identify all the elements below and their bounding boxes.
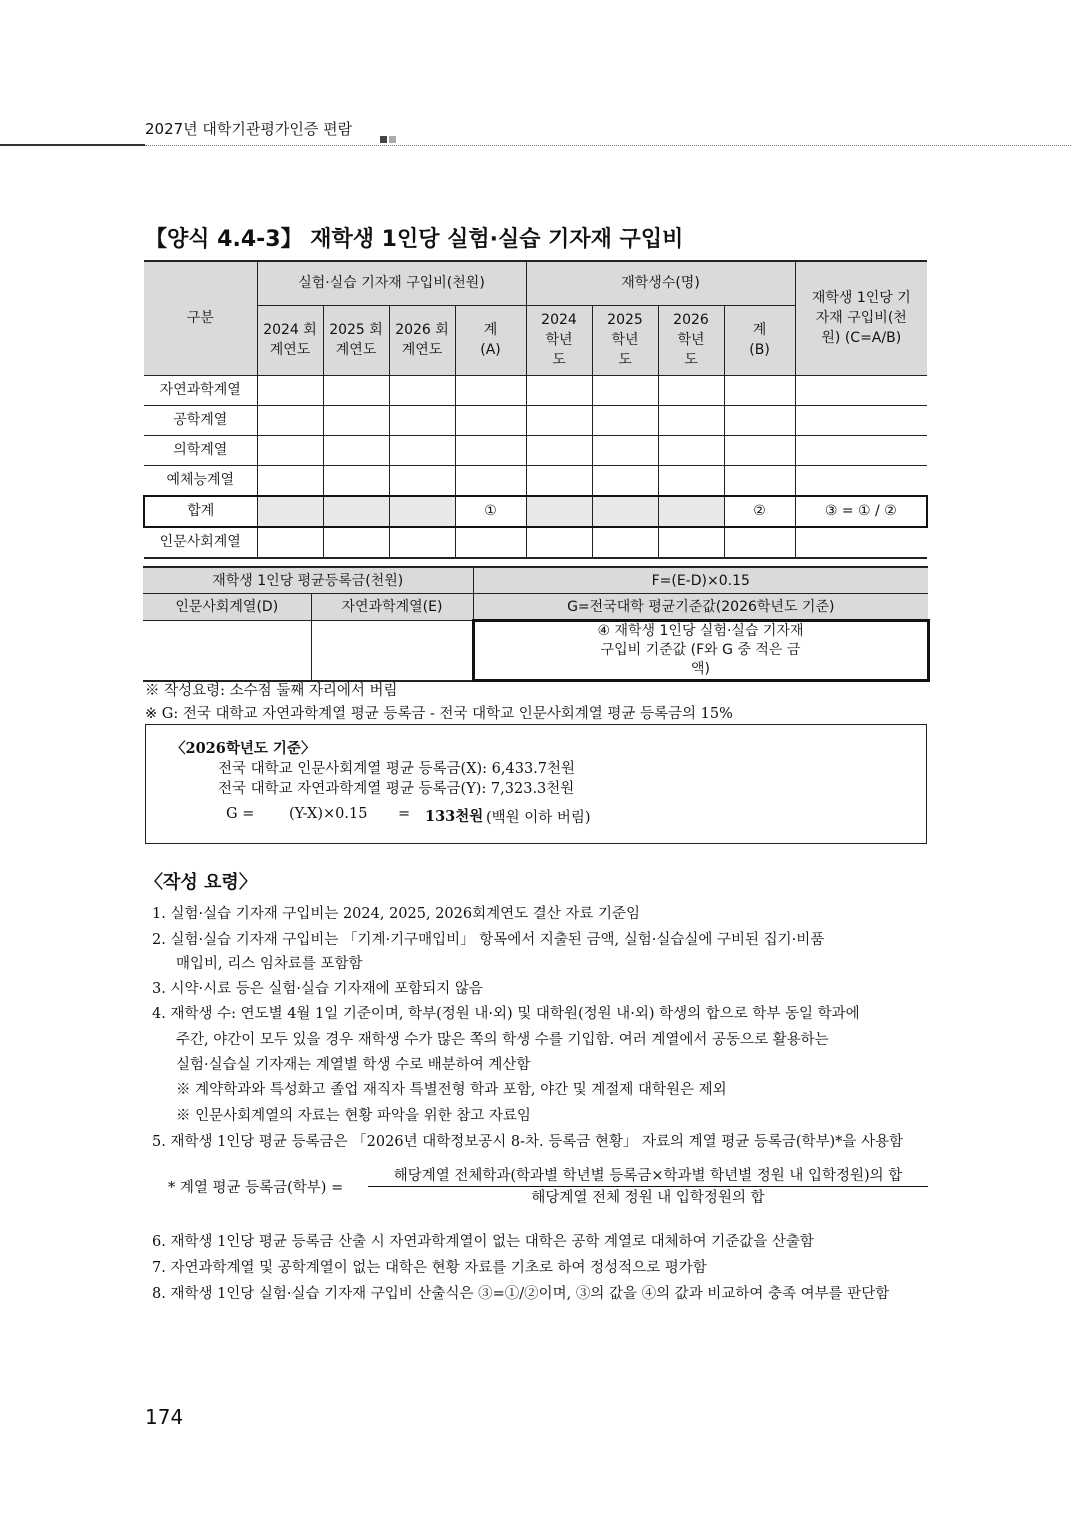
table-row xyxy=(144,435,927,465)
page-number: 174 xyxy=(145,1405,184,1429)
col-header-per-student: 재학생 1인당 기자재 구입비(천원) (C=A/B) xyxy=(795,261,927,375)
sum-label: 합계 xyxy=(144,496,257,527)
sum-a: ① xyxy=(455,496,526,527)
col-header-students: 재학생수(명) xyxy=(526,261,795,305)
guide-item-7: 7. 자연과학계열 및 공학계열이 없는 대학은 현황 자료를 기초로 하여 정성적으로 평가함 xyxy=(152,1260,707,1276)
guide-item-4: 4. 재학생 수: 연도별 4월 1일 기준이며, 학부(정원 내·외) 및 대학원(정원 내·외) 학생의 합으로 학부 동일 학과에 xyxy=(152,1006,860,1022)
header-rule-dotted xyxy=(145,145,1071,146)
f-formula: F=(E-D)×0.15 xyxy=(473,567,928,594)
sum-row xyxy=(144,496,927,527)
sub-header: 2026 학년도 xyxy=(658,305,724,375)
guide-item-3: 3. 시약·시료 등은 실험·실습 기자재에 포함되지 않음 xyxy=(152,981,483,997)
guide-item-4-note: ※ 계약학과와 특성화고 졸업 재직자 특별전형 학과 포함, 야간 및 계절제 대학원은 제외 xyxy=(176,1082,727,1098)
header-rule-thick xyxy=(0,144,145,146)
guide-item-4-cont: 주간, 야간이 모두 있을 경우 재학생 수가 많은 쪽의 학생 수를 기입함. 여러 계열에서 공동으로 활용하는 xyxy=(176,1032,829,1048)
g-formula: (Y-X)×0.15 xyxy=(289,806,368,822)
g-result-note: (백원 이하 버림) xyxy=(486,810,591,826)
note-1: ※ 작성요령: 소수점 둘째 자리에서 버림 xyxy=(145,683,398,699)
tuition-table xyxy=(143,566,930,682)
e-value xyxy=(311,621,473,681)
guide-title: 〈작성 요령〉 xyxy=(145,872,257,893)
d-value xyxy=(143,621,311,681)
sub-header: 계 (B) xyxy=(724,305,795,375)
guide-item-4-note: ※ 인문사회계열의 자료는 현황 파악을 위한 참고 자료임 xyxy=(176,1108,531,1124)
sub-header: 2026 회계연도 xyxy=(389,305,455,375)
running-header: 2027년 대학기관평가인증 편람 xyxy=(145,120,353,138)
sub-header: 2024 회계연도 xyxy=(257,305,323,375)
g-label: G=전국대학 평균기준값(2026학년도 기준) xyxy=(473,594,928,621)
g-eq: G = xyxy=(226,806,255,822)
formula-denominator: 해당계열 전체 정원 내 입학정원의 합 xyxy=(531,1190,765,1206)
sub-header: 2024 학년도 xyxy=(526,305,592,375)
formula-numerator: 해당계열 전체학과(학과별 학년별 등록금×학과별 학년별 정원 내 입학정원)의 합 xyxy=(368,1164,928,1187)
guide-item-2: 2. 실험·실습 기자재 구입비는 「기계·기구매입비」 항목에서 지출된 금액, 실험·실습실에 구비된 집기·비품 xyxy=(152,932,825,948)
sub-header: 계 (A) xyxy=(455,305,526,375)
g-result: 133천원 xyxy=(425,808,484,825)
guide-item-1: 1. 실험·실습 기자재 구입비는 2024, 2025, 2026회계연도 결산 자료 기준임 xyxy=(152,906,641,922)
table-row xyxy=(144,375,927,405)
equipment-cost-table xyxy=(143,260,928,559)
sum-b: ② xyxy=(724,496,795,527)
table-row xyxy=(144,405,927,435)
table-row xyxy=(144,465,927,496)
row-label: 자연과학계열 xyxy=(144,375,257,405)
formula-label: * 계열 평균 등록금(학부) = xyxy=(168,1180,344,1196)
guide-item-4-cont: 실험·실습실 기자재는 계열별 학생 수로 배분하여 계산함 xyxy=(176,1057,531,1073)
row-label: 의학계열 xyxy=(144,435,257,465)
col-header-cost: 실험·실습 기자재 구입비(천원) xyxy=(257,261,526,305)
row-label: 예체능계열 xyxy=(144,465,257,496)
note-2: ※ G: 전국 대학교 자연과학계열 평균 등록금 - 전국 대학교 인문사회계열 평균 등록금의 15% xyxy=(145,706,733,722)
standard-box xyxy=(145,724,927,844)
g-eq2: = xyxy=(398,806,411,822)
row-label: 인문사회계열 xyxy=(144,527,257,558)
guide-item-5: 5. 재학생 1인당 평균 등록금은 「2026년 대학정보공시 8-차. 등록금 현황」 자료의 계열 평균 등록금(학부)*을 사용함 xyxy=(152,1134,904,1150)
sum-c: ③ = ① / ② xyxy=(795,496,927,527)
row-label: 공학계열 xyxy=(144,405,257,435)
avg-tuition-header: 재학생 1인당 평균등록금(천원) xyxy=(143,567,473,594)
box-line-x: 전국 대학교 인문사회계열 평균 등록금(X): 6,433.7천원 xyxy=(218,761,576,777)
col-header-category: 구분 xyxy=(144,261,257,375)
sub-header: 2025 회계연도 xyxy=(323,305,389,375)
box-line-y: 전국 대학교 자연과학계열 평균 등록금(Y): 7,323.3천원 xyxy=(218,781,575,797)
table-row xyxy=(144,527,927,558)
guide-item-6: 6. 재학생 1인당 평균 등록금 산출 시 자연과학계열이 없는 대학은 공학 계열로 대체하여 기준값을 산출함 xyxy=(152,1234,814,1250)
d-label: 인문사회계열(D) xyxy=(143,594,311,621)
guide-item-2-cont: 매입비, 리스 임차료를 포함함 xyxy=(176,956,363,972)
sub-header: 2025 학년도 xyxy=(592,305,658,375)
standard-value-box: ④ 재학생 1인당 실험·실습 기자재 구입비 기준값 (F와 G 중 적은 금액) xyxy=(473,621,928,681)
guide-item-8: 8. 재학생 1인당 실험·실습 기자재 구입비 산출식은 ③=①/②이며, ③의 값을 ④의 값과 비교하여 충족 여부를 판단함 xyxy=(152,1286,890,1302)
form-title: 【양식 4.4-3】 재학생 1인당 실험·실습 기자재 구입비 xyxy=(145,227,684,252)
e-label: 자연과학계열(E) xyxy=(311,594,473,621)
box-heading: 〈2026학년도 기준〉 xyxy=(171,740,316,757)
